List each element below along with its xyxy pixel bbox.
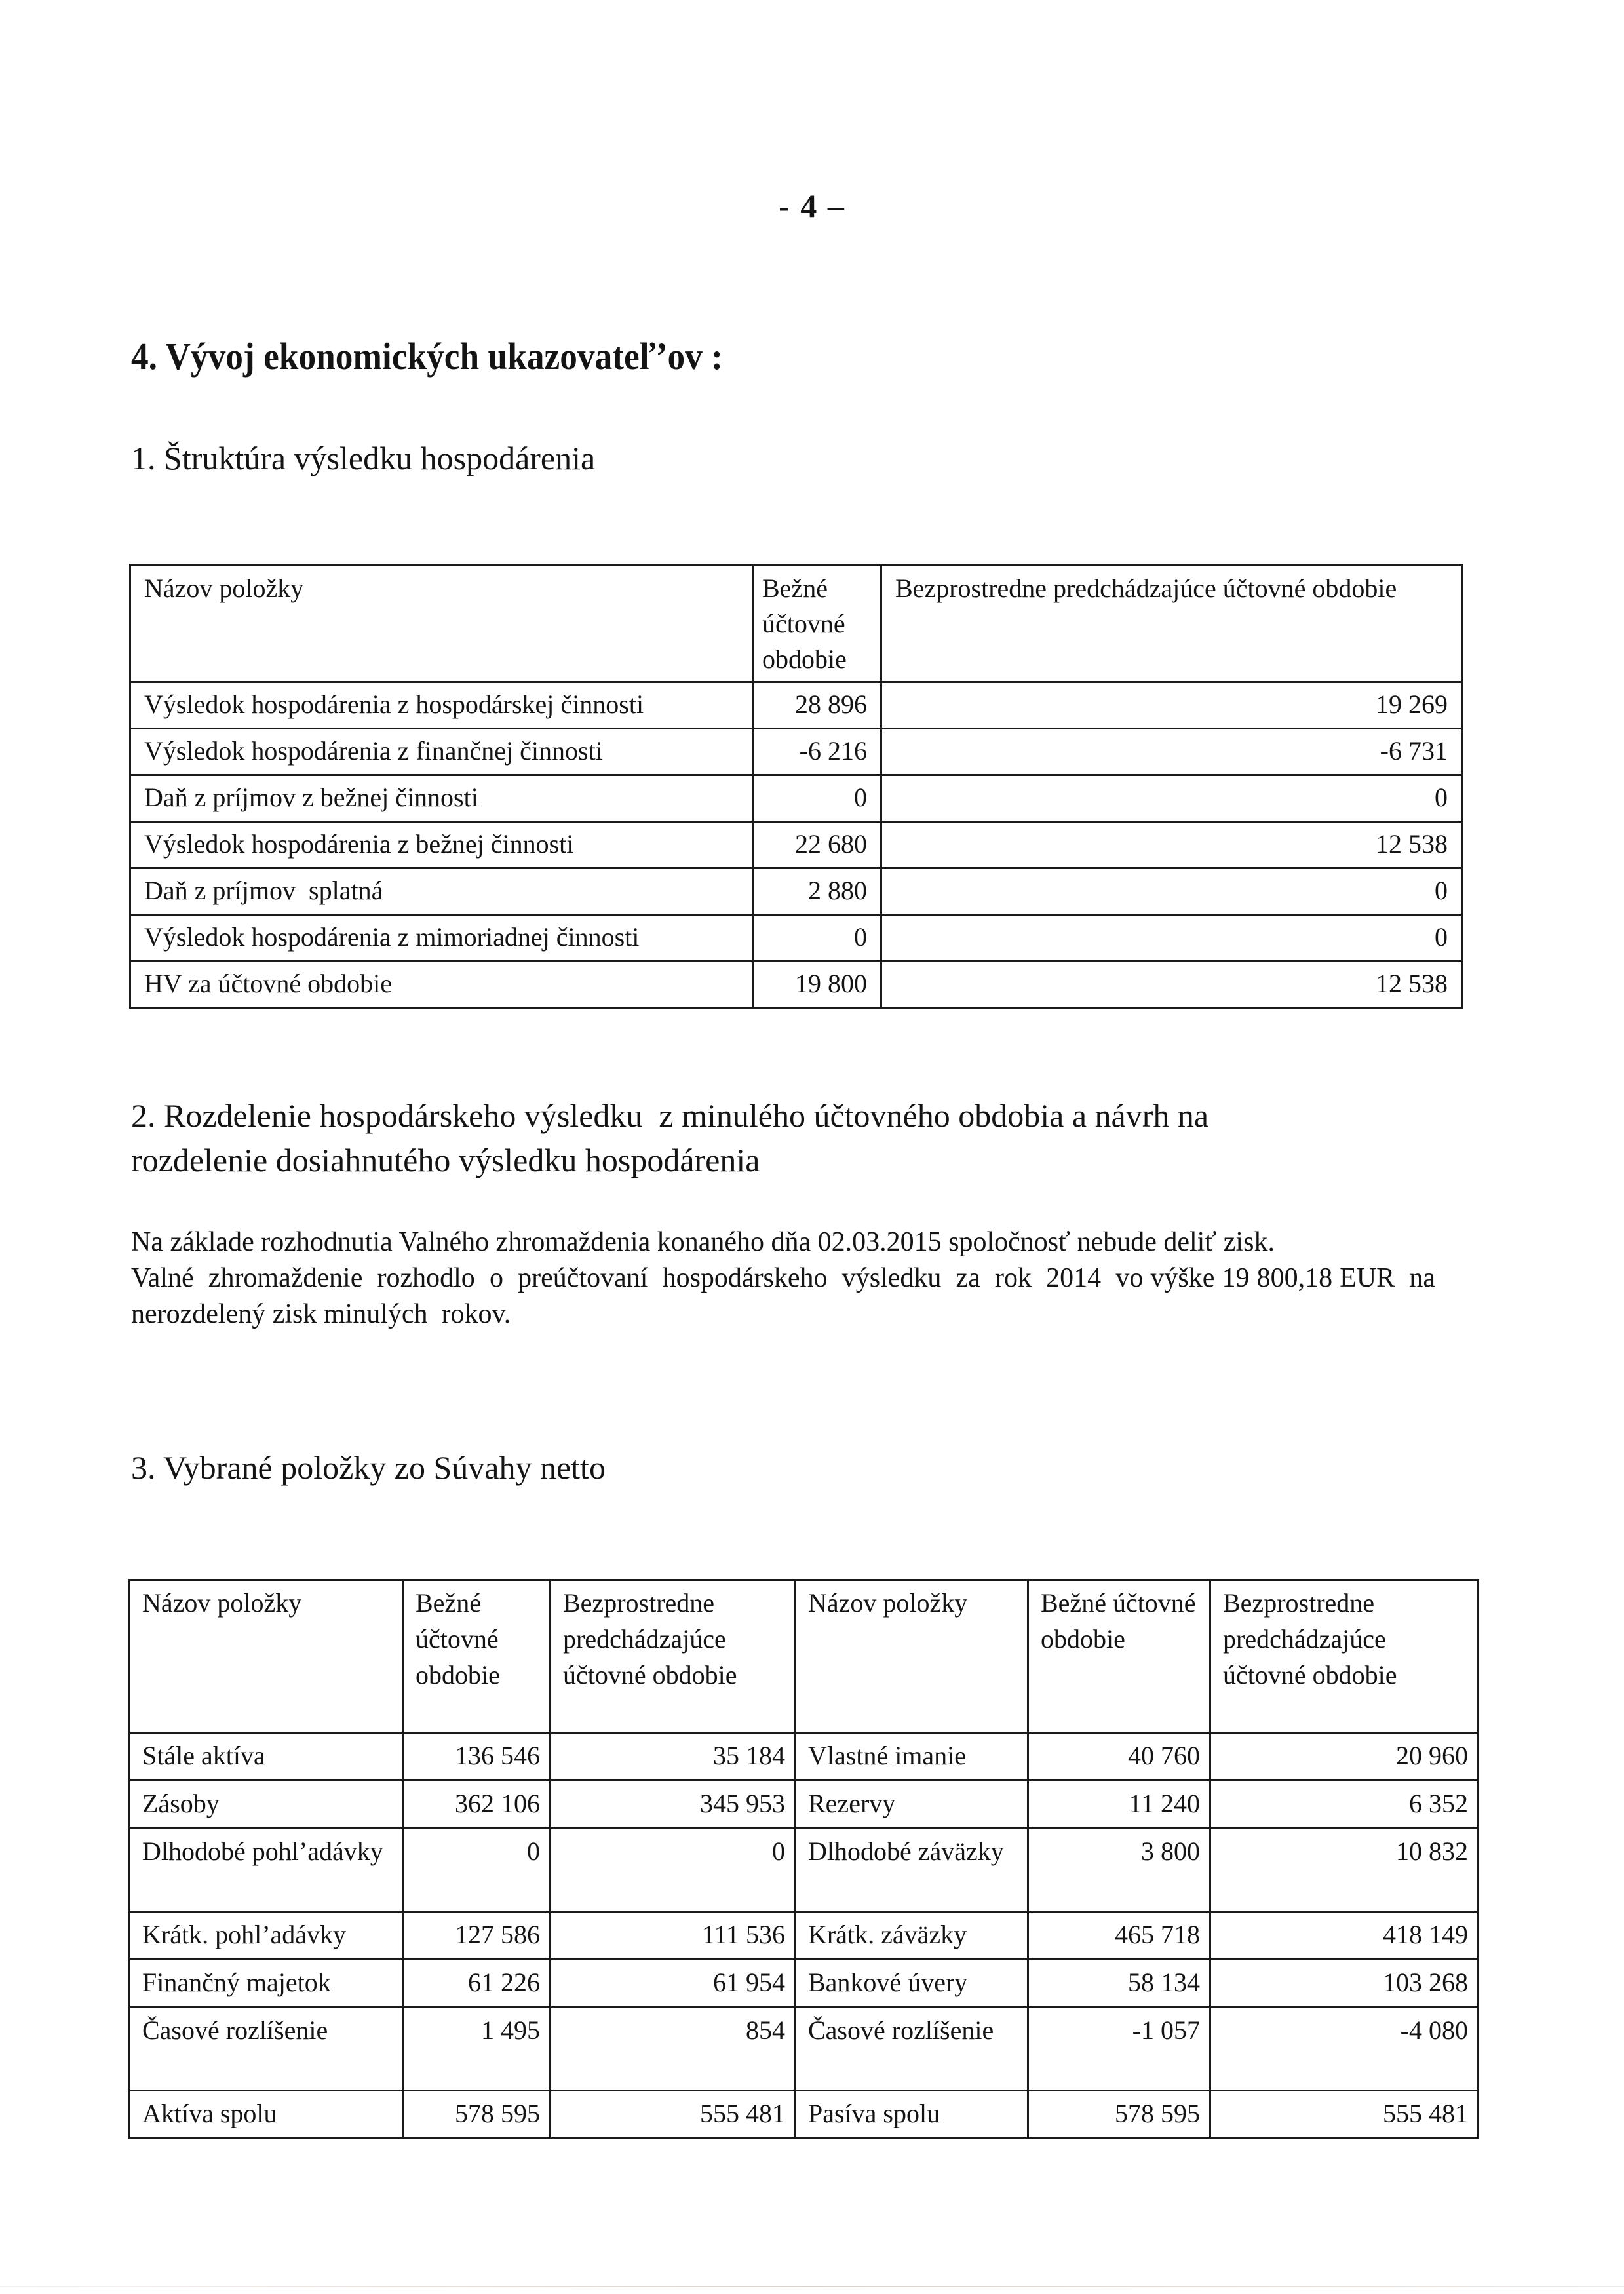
header-current-period: Bežné účtovné obdobie (754, 565, 881, 682)
asset-previous-value: 0 (551, 1829, 796, 1912)
main-heading: 4. Vývoj ekonomických ukazovateľ’ov : (131, 335, 723, 378)
table-row (130, 2008, 1479, 2091)
table-row (130, 822, 1462, 868)
asset-label: Časové rozlíšenie (130, 2008, 403, 2091)
row-current-value: 22 680 (754, 822, 881, 868)
table-row (130, 1960, 1479, 2008)
liability-current-value: 578 595 (1028, 2091, 1210, 2139)
balance-sheet-table (128, 1579, 1479, 2139)
row-label: Výsledok hospodárenia z hospodárskej činnosti (130, 682, 754, 729)
liability-current-value: 11 240 (1028, 1781, 1210, 1829)
liability-current-value: -1 057 (1028, 2008, 1210, 2091)
liability-previous-value: 10 832 (1210, 1829, 1479, 1912)
liability-label: Rezervy (796, 1781, 1028, 1829)
row-current-value: 28 896 (754, 682, 881, 729)
header-liabilities-previous: Bezprostredne predchádzajúce účtovné obdobie (1210, 1580, 1479, 1733)
asset-label: Aktíva spolu (130, 2091, 403, 2139)
liability-label: Pasíva spolu (796, 2091, 1028, 2139)
asset-current-value: 0 (403, 1829, 551, 1912)
table-row (130, 1781, 1479, 1829)
row-current-value: 19 800 (754, 962, 881, 1008)
table-row (130, 682, 1462, 729)
liability-current-value: 465 718 (1028, 1912, 1210, 1960)
distribution-decision-paragraph: Na základe rozhodnutia Valného zhromaždenia konaného dňa 02.03.2015 spoločnosť nebude deliť zisk. (131, 1227, 1275, 1257)
liability-previous-value: 20 960 (1210, 1733, 1479, 1781)
liability-previous-value: 555 481 (1210, 2091, 1479, 2139)
section-2-title-line-1: 2. Rozdelenie hospodárskeho výsledku z minulého účtovného obdobia a návrh na (131, 1097, 1209, 1134)
header-assets-previous: Bezprostredne predchádzajúce účtovné obdobie (551, 1580, 796, 1733)
row-current-value: -6 216 (754, 729, 881, 775)
asset-current-value: 127 586 (403, 1912, 551, 1960)
row-previous-value: 12 538 (881, 962, 1462, 1008)
row-label: HV za účtovné obdobie (130, 962, 754, 1008)
table-header-row (130, 1580, 1479, 1733)
liability-label: Vlastné imanie (796, 1733, 1028, 1781)
row-previous-value: 0 (881, 868, 1462, 915)
asset-previous-value: 35 184 (551, 1733, 796, 1781)
row-label: Výsledok hospodárenia z mimoriadnej činnosti (130, 915, 754, 962)
asset-previous-value: 61 954 (551, 1960, 796, 2008)
section-1-title: 1. Štruktúra výsledku hospodárenia (131, 440, 596, 476)
liability-label: Krátk. záväzky (796, 1912, 1028, 1960)
asset-current-value: 61 226 (403, 1960, 551, 2008)
asset-label: Stále aktíva (130, 1733, 403, 1781)
liability-current-value: 40 760 (1028, 1733, 1210, 1781)
row-previous-value: 0 (881, 915, 1462, 962)
asset-current-value: 362 106 (403, 1781, 551, 1829)
asset-current-value: 1 495 (403, 2008, 551, 2091)
income-structure-table (129, 564, 1463, 1009)
asset-label: Dlhodobé pohl’adávky (130, 1829, 403, 1912)
liability-previous-value: 6 352 (1210, 1781, 1479, 1829)
table-row (130, 1733, 1479, 1781)
row-previous-value: 0 (881, 775, 1462, 822)
header-assets-name: Názov položky (130, 1580, 403, 1733)
liability-label: Časové rozlíšenie (796, 2008, 1028, 2091)
profit-transfer-paragraph: Valné zhromaždenie rozhodlo o preúčtovaní hospodárskeho výsledku za rok 2014 vo výške 19 800,18 EUR na nerozdelený zisk minulých rokov. (131, 1263, 1442, 1329)
table-row (130, 729, 1462, 775)
asset-current-value: 136 546 (403, 1733, 551, 1781)
liability-current-value: 58 134 (1028, 1960, 1210, 2008)
row-previous-value: 12 538 (881, 822, 1462, 868)
asset-label: Finančný majetok (130, 1960, 403, 2008)
liability-label: Bankové úvery (796, 1960, 1028, 2008)
section-3-title: 3. Vybrané položky zo Súvahy netto (131, 1449, 606, 1486)
section-2-title (131, 1093, 1208, 1182)
liability-previous-value: 103 268 (1210, 1960, 1479, 2008)
table-row (130, 868, 1462, 915)
row-previous-value: 19 269 (881, 682, 1462, 729)
asset-label: Krátk. pohl’adávky (130, 1912, 403, 1960)
row-label: Výsledok hospodárenia z bežnej činnosti (130, 822, 754, 868)
header-previous-period: Bezprostredne predchádzajúce účtovné obdobie (881, 565, 1462, 682)
row-label: Daň z príjmov z bežnej činnosti (130, 775, 754, 822)
header-liabilities-current: Bežné účtovné obdobie (1028, 1580, 1210, 1733)
asset-previous-value: 854 (551, 2008, 796, 2091)
asset-label: Zásoby (130, 1781, 403, 1829)
row-previous-value: -6 731 (881, 729, 1462, 775)
table-row-total (130, 962, 1462, 1008)
asset-previous-value: 345 953 (551, 1781, 796, 1829)
asset-current-value: 578 595 (403, 2091, 551, 2139)
table-row-total (130, 2091, 1479, 2139)
section-2-title-line-2: rozdelenie dosiahnutého výsledku hospodárenia (131, 1142, 760, 1178)
row-current-value: 2 880 (754, 868, 881, 915)
header-item-name: Názov položky (130, 565, 754, 682)
asset-previous-value: 111 536 (551, 1912, 796, 1960)
table-row (130, 915, 1462, 962)
row-label: Daň z príjmov splatná (130, 868, 754, 915)
liability-previous-value: -4 080 (1210, 2008, 1479, 2091)
table-row (130, 1829, 1479, 1912)
liability-current-value: 3 800 (1028, 1829, 1210, 1912)
liability-previous-value: 418 149 (1210, 1912, 1479, 1960)
page-number: - 4 – (779, 187, 845, 224)
section-2-body (131, 1224, 1442, 1332)
header-liabilities-name: Názov položky (796, 1580, 1028, 1733)
liability-label: Dlhodobé záväzky (796, 1829, 1028, 1912)
header-assets-current: Bežné účtovné obdobie (403, 1580, 551, 1733)
row-current-value: 0 (754, 775, 881, 822)
table-row (130, 1912, 1479, 1960)
table-header-row (130, 565, 1462, 682)
row-current-value: 0 (754, 915, 881, 962)
table-row (130, 775, 1462, 822)
scan-edge-divider (0, 2286, 1624, 2287)
asset-previous-value: 555 481 (551, 2091, 796, 2139)
row-label: Výsledok hospodárenia z finančnej činnosti (130, 729, 754, 775)
